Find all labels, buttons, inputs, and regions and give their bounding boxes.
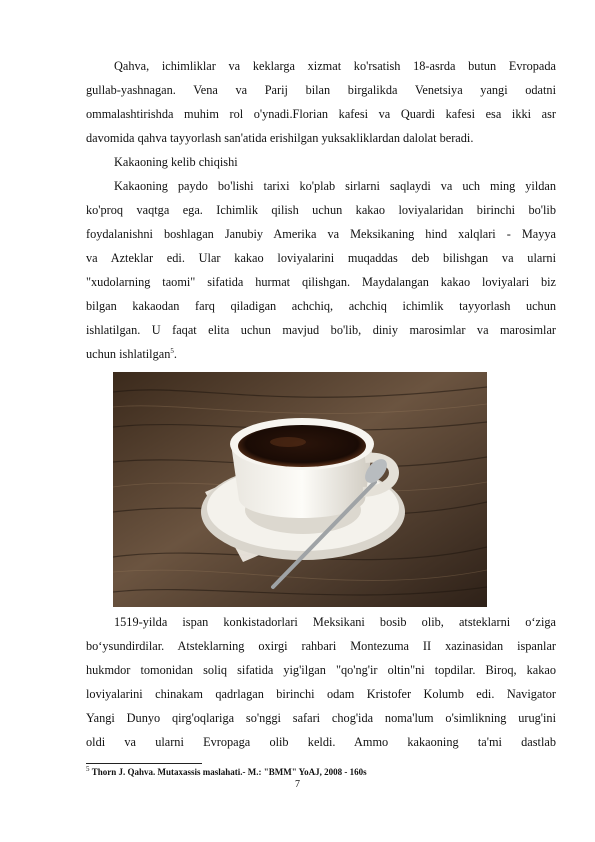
text-line: Qahva, ichimliklar va keklarga xizmat ko'rsatish 18-asrda butun Evropada xyxy=(114,59,556,73)
paragraph-cocoa-origin xyxy=(86,174,556,366)
text-line: ishlatilgan. U faqat elita uchun mavjud bo'lib, diniy marosimlar va marosimlar xyxy=(86,323,556,337)
text-segment: . xyxy=(173,347,177,361)
text-line: foydalanishni boshlagan Janubiy Amerika va Meksikaning hind xalqlari - Mayya xyxy=(86,227,556,241)
text-line: bo‘ysundirdilar. Atsteklarning oxirgi rahbari Montezuma II xazinasidan ispanlar xyxy=(86,639,556,653)
text-line: ko'proq vaqtga ega. Ichimlik qilish uchun kakao loviyalaridan birinchi bo'lib xyxy=(86,203,556,217)
text-line: "xudolarning taomi" sifatida hurmat qilishgan. Maydalangan kakao loviyalari biz xyxy=(86,275,556,289)
text-line: gullab-yashnagan. Vena va Parij bilan birgalikda Venetsiya yangi odatni xyxy=(86,83,556,97)
text-line: loviyalarini chinakam qadrlagan birinchi odam Kristofer Kolumb edi. Navigator xyxy=(86,687,556,701)
footnote-divider xyxy=(86,763,202,764)
text-line: Yangi Dunyo qirg'oqlariga so'nggi safari chog'ida noma'lum o'simlikning urug'ini xyxy=(86,711,556,725)
paragraph-cocoa-history xyxy=(86,610,556,754)
text-line: hukmdor tomonidan soliq sifatida yig'ilgan "qo'ng'ir oltin"ni topdilar. Biroq, kakao xyxy=(86,663,556,677)
footnote-text: Thorn J. Qahva. Mutaxassis maslahati.- M.: "BMM" YoAJ, 2008 - 160s xyxy=(91,767,367,777)
text-line: bilgan kakaodan farq qiladigan achchiq, achchiq ichimlik tayyorlash uchun xyxy=(86,299,556,313)
paragraph-coffee-europe xyxy=(86,54,556,150)
footnote xyxy=(86,766,367,778)
section-heading: Kakaoning kelib chiqishi xyxy=(114,155,238,169)
text-line xyxy=(86,342,556,366)
text-line: va Azteklar edi. Ular kakao loviyalarini muqaddas deb bilishgan va ularni xyxy=(86,251,556,265)
coffee-cup-photo xyxy=(113,372,487,607)
text-segment: uchun ishlatilgan xyxy=(86,347,171,361)
text-line: davomida qahva tayyorlash san'atida erishilgan yuksakliklardan dalolat beradi. xyxy=(86,131,474,145)
text-line: Kakaoning paydo bo'lishi tarixi ko'plab sirlarni saqlaydi va uch ming yildan xyxy=(114,179,556,193)
text-line: 1519-yilda ispan konkistadorlari Meksikani bosib olib, atsteklarni o‘ziga xyxy=(114,615,556,629)
footnote-number: 5 xyxy=(86,765,90,773)
footnote-ref[interactable]: 5 xyxy=(170,346,174,355)
text-line: ommalashtirishda muhim rol o'ynadi.Florian kafesi va Quardi kafesi esa ikki asr xyxy=(86,107,556,121)
page-number: 7 xyxy=(295,779,300,790)
text-line: oldi va ularni Evropaga olib keldi. Ammo kakaoning ta'mi dastlab xyxy=(86,735,556,749)
